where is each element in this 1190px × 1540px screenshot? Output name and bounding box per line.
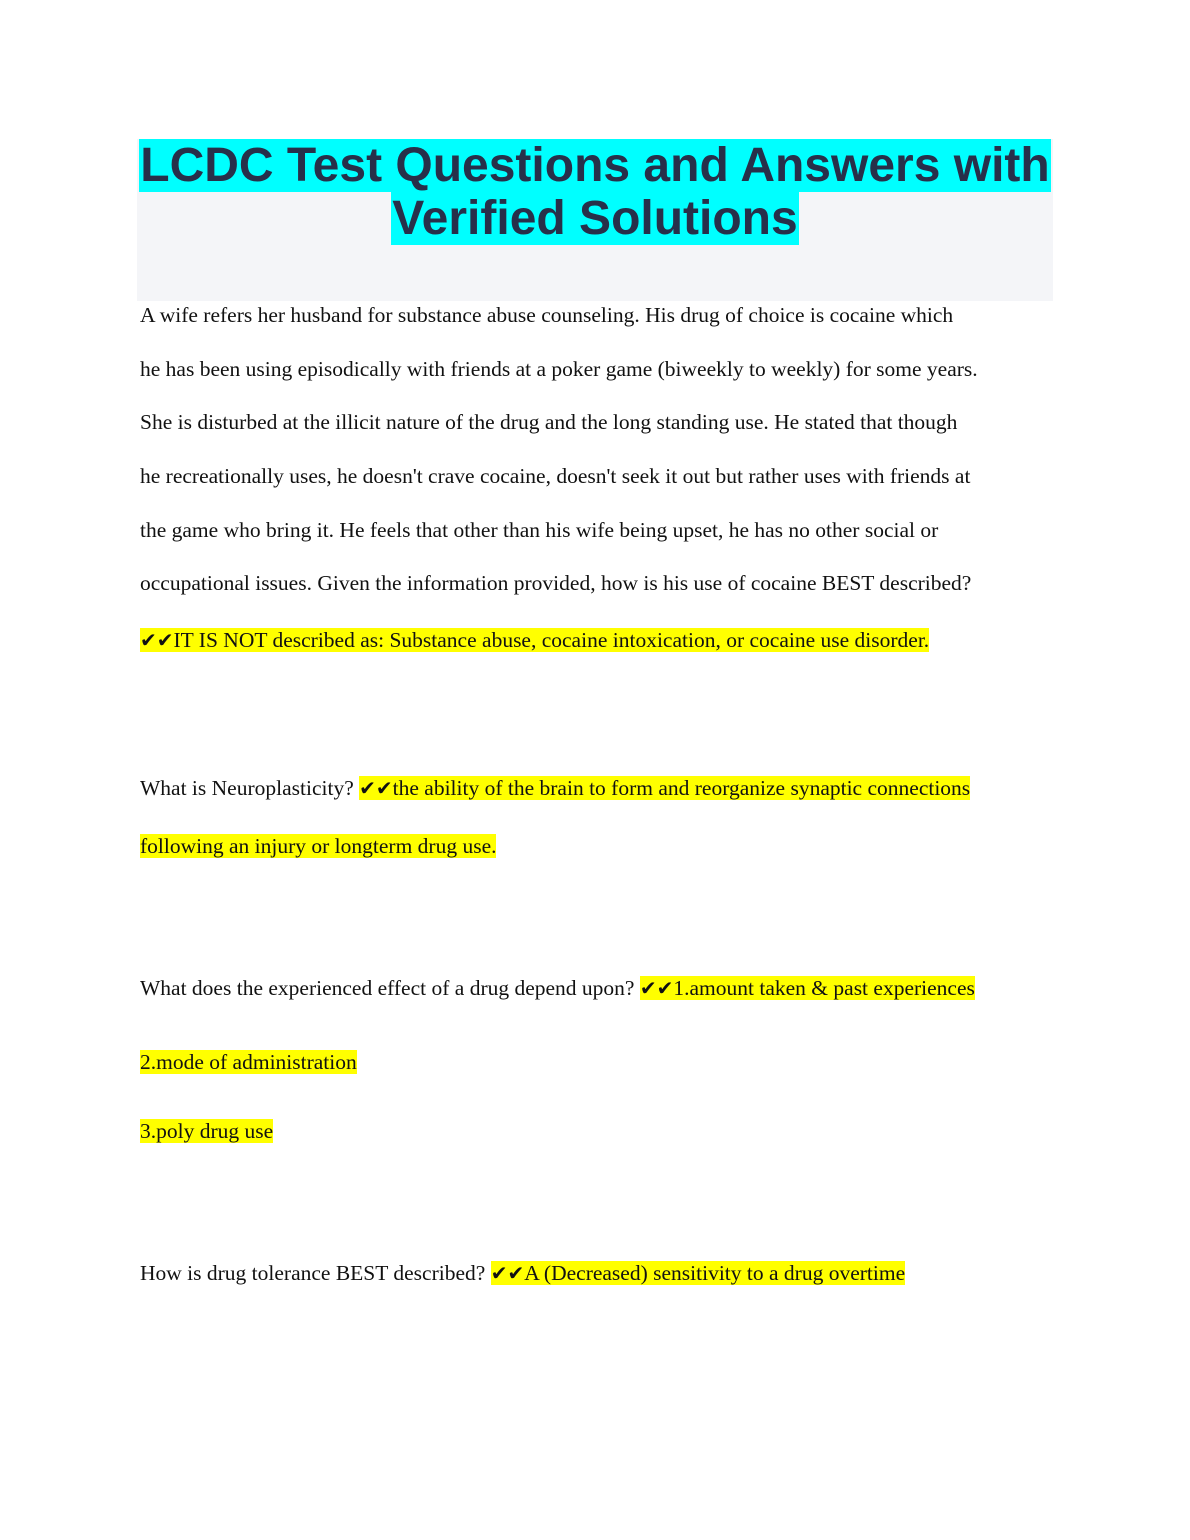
- checkmark-icon: ✔✔: [140, 628, 174, 652]
- q1-line-6: occupational issues. Given the information provided, how is his use of cocaine BEST described?: [140, 571, 972, 595]
- q2-question: What is Neuroplasticity?: [140, 776, 360, 800]
- q1-line-5: the game who bring it. He feels that other than his wife being upset, he has no other social or: [140, 518, 939, 542]
- q1-line-3: She is disturbed at the illicit nature of the drug and the long standing use. He stated that though: [140, 410, 958, 434]
- q4-question-line: [140, 1260, 1056, 1286]
- q3-answer-highlight-1: [640, 976, 975, 1000]
- checkmark-icon: ✔✔: [490, 1261, 525, 1285]
- q1-line-1: A wife refers her husband for substance abuse counseling. His drug of choice is cocaine which: [140, 303, 954, 327]
- q1-answer-text: IT IS NOT described as: Substance abuse, cocaine intoxication, or cocaine use disorder.: [173, 628, 930, 652]
- q4-question: How is drug tolerance BEST described?: [140, 1261, 491, 1285]
- q2-answer-line-1: the ability of the brain to form and reorganize synaptic connections: [392, 776, 971, 800]
- q3-question-line: [140, 975, 1056, 1001]
- q3-answer-line-1: 1.amount taken & past experiences: [673, 976, 975, 1000]
- checkmark-icon: ✔✔: [359, 776, 393, 800]
- title-block: [137, 139, 1053, 301]
- page-title: [137, 139, 1053, 245]
- q2-answer-line-2: following an injury or longterm drug use.: [140, 834, 497, 858]
- q1-answer: [140, 627, 1056, 653]
- q3-answer-line-3-row: [140, 1118, 1056, 1144]
- q3-answer-line-2: 2.mode of administration: [140, 1050, 357, 1074]
- title-line-2: Verified Solutions: [392, 192, 798, 245]
- q1-line-2: he has been using episodically with friends at a poker game (biweekly to weekly) for some years.: [140, 357, 978, 381]
- q1-line-4: he recreationally uses, he doesn't crave cocaine, doesn't seek it out but rather uses with friends at: [140, 464, 971, 488]
- q2-answer-highlight-1: [359, 776, 970, 800]
- q3-answer-line-3: 3.poly drug use: [140, 1119, 274, 1143]
- title-line-1: LCDC Test Questions and Answers with: [140, 139, 1050, 192]
- q1-answer-highlight: [140, 628, 929, 652]
- q3-question: What does the experienced effect of a drug depend upon?: [140, 976, 640, 1000]
- q2-question-line: [140, 775, 1056, 801]
- q3-answer-line-2-row: [140, 1049, 1056, 1075]
- q4-answer: A (Decreased) sensitivity to a drug overtime: [524, 1261, 906, 1285]
- checkmark-icon: ✔✔: [639, 976, 674, 1000]
- q4-answer-highlight: [491, 1261, 905, 1285]
- q2-answer-line-2-row: [140, 833, 1056, 859]
